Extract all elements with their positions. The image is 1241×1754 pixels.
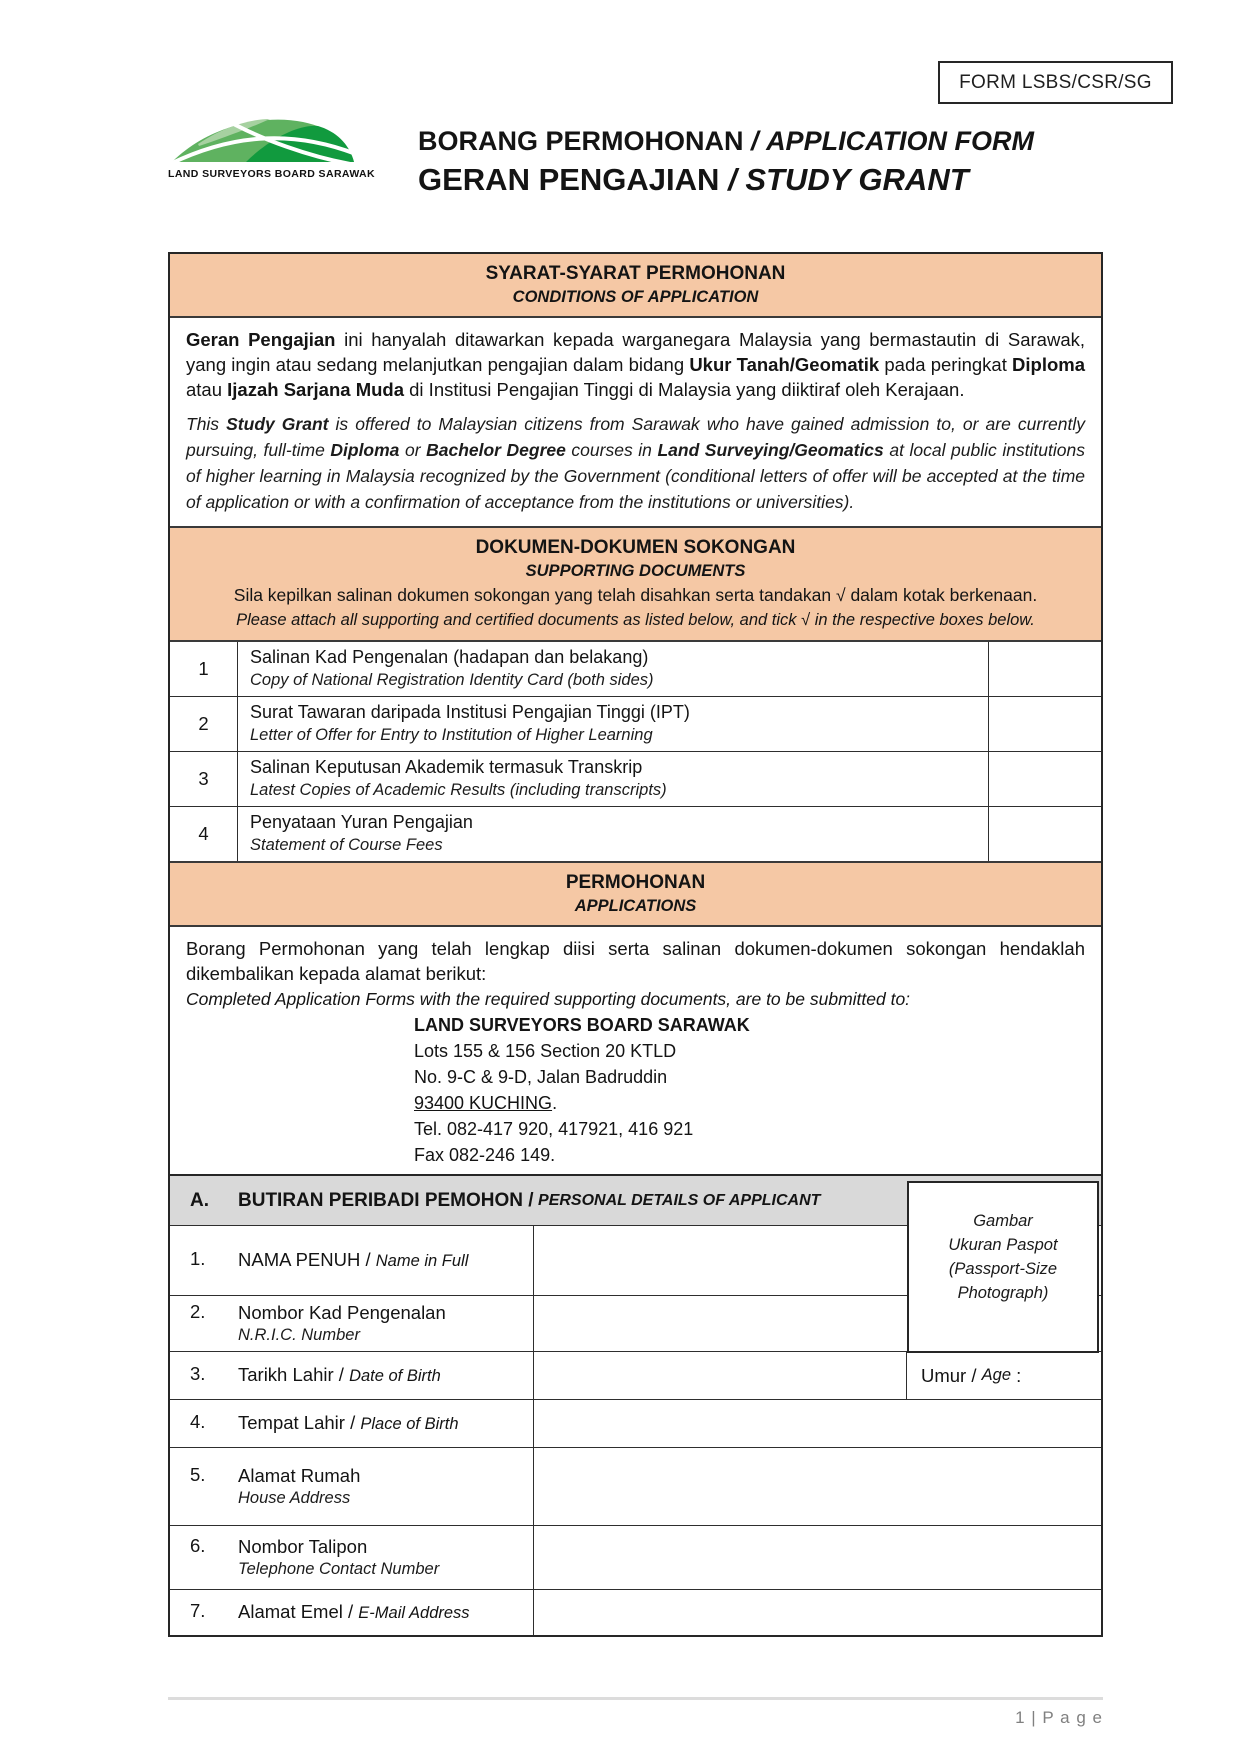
documents-header [170, 526, 1101, 642]
age-label-my: Umur [921, 1364, 967, 1386]
label-text [238, 1248, 523, 1273]
applications-paragraph-malay: Borang Permohonan yang telah lengkap diisi serta salinan dokumen-dokumen sokongan hendaklah dikembalikan kepada alamat berikut: [186, 938, 1085, 984]
document-row-4 [170, 806, 1101, 861]
footer-divider [168, 1697, 1103, 1700]
label-text [238, 1600, 523, 1625]
document-desc-my: Surat Tawaran daripada Institusi Pengajian Tinggi (IPT) [250, 702, 690, 722]
label-en: Name in Full [375, 1252, 469, 1270]
label-slash: / [365, 1249, 371, 1270]
section-a-slash: / [528, 1189, 534, 1211]
address-fax: Fax 082-246 149. [414, 1145, 556, 1165]
dob-input-cell[interactable] [534, 1352, 907, 1399]
row-date-of-birth [170, 1351, 1101, 1399]
title-my-1: BORANG PERMOHONAN [418, 126, 744, 156]
document-description [238, 697, 989, 751]
title-en-1: APPLICATION FORM [766, 126, 1035, 156]
label-my: Nombor Kad Pengenalan [238, 1302, 446, 1323]
document-number: 3 [170, 752, 238, 806]
address-city-period: . [552, 1093, 558, 1113]
row-number: 2. [190, 1301, 206, 1322]
title-sep-2: / [728, 162, 737, 197]
full-name-label [170, 1226, 534, 1295]
pob-input-cell[interactable] [534, 1400, 1101, 1447]
passport-photo-box[interactable] [907, 1181, 1099, 1353]
document-row-2 [170, 696, 1101, 751]
row-telephone [170, 1525, 1101, 1589]
title-my-2: GERAN PENGAJIAN [418, 162, 720, 197]
address-org: LAND SURVEYORS BOARD SARAWAK [414, 1015, 750, 1035]
row-email [170, 1589, 1101, 1635]
email-input-cell[interactable] [534, 1590, 1101, 1635]
row-place-of-birth [170, 1399, 1101, 1447]
conditions-paragraph-malay: Geran Pengajian ini hanyalah ditawarkan kepada warganegara Malaysia yang bermastautin di Sarawak, yang ingin atau sedang melanjutkan pengajian dalam bidang Ukur Tanah/Geomatik pada peringkat Diploma atau Ijazah Sarjana Muda di Institusi Pengajian Tinggi di Malaysia yang diiktiraf oleh Kerajaan. [186, 329, 1085, 400]
section-a-title-en-text: PERSONAL DETAILS OF APPLICANT [538, 1191, 821, 1209]
label-en: Date of Birth [349, 1367, 441, 1385]
house-address-label [170, 1448, 534, 1525]
documents-note-en: Please attach all supporting and certified documents as listed below, and tick √ in the respective boxes below. [236, 611, 1035, 629]
form-code-box [938, 61, 1173, 104]
label-slash: / [350, 1412, 356, 1433]
tick-checkbox-2[interactable] [989, 697, 1101, 751]
tick-checkbox-3[interactable] [989, 752, 1101, 806]
age-label-en: Age [981, 1366, 1012, 1384]
house-address-input-cell[interactable] [534, 1448, 1101, 1525]
telephone-label [170, 1526, 534, 1589]
document-number: 2 [170, 697, 238, 751]
document-description [238, 642, 989, 696]
label-en: N.R.I.C. Number [238, 1326, 360, 1344]
document-number: 4 [170, 807, 238, 861]
conditions-header-en: CONDITIONS OF APPLICATION [512, 288, 759, 306]
photo-note-line2: Ukuran Paspot [948, 1236, 1058, 1254]
label-text [238, 1535, 523, 1580]
document-desc-my: Salinan Keputusan Akademik termasuk Transkrip [250, 757, 643, 777]
tick-checkbox-1[interactable] [989, 642, 1101, 696]
label-en: E-Mail Address [358, 1604, 470, 1622]
section-a-letter: A. [190, 1189, 209, 1211]
row-number: 6. [190, 1535, 206, 1556]
label-text [238, 1363, 523, 1388]
submission-address [414, 1012, 1085, 1168]
row-number: 1. [190, 1248, 206, 1269]
label-my: Alamat Emel [238, 1601, 343, 1622]
address-city [414, 1090, 1085, 1116]
applications-header-my: PERMOHONAN [565, 872, 706, 893]
row-house-address [170, 1447, 1101, 1525]
document-desc-en: Latest Copies of Academic Results (including transcripts) [250, 781, 667, 799]
label-en: Place of Birth [360, 1415, 459, 1433]
label-text [238, 1301, 523, 1346]
documents-header-en: SUPPORTING DOCUMENTS [525, 562, 746, 580]
label-en: Telephone Contact Number [238, 1560, 440, 1578]
label-my: Nombor Talipon [238, 1536, 368, 1557]
address-tel: Tel. 082-417 920, 417921, 416 921 [414, 1119, 694, 1139]
photo-note-line4: Photograph) [957, 1284, 1049, 1302]
email-label [170, 1590, 534, 1635]
label-slash: / [348, 1601, 354, 1622]
lsbs-logo-icon [168, 114, 360, 166]
label-en: House Address [238, 1489, 351, 1507]
label-my: Tempat Lahir [238, 1412, 345, 1433]
applications-header-en: APPLICATIONS [574, 897, 697, 915]
telephone-input-cell[interactable] [534, 1526, 1101, 1589]
title-line-2 [418, 162, 1034, 198]
conditions-paragraph-english: This Study Grant is offered to Malaysian citizens from Sarawak who have gained admission to, or are currently pursuing, full-time Diploma or Bachelor Degree courses in Land Surveying/Geomatics at local public institutions of higher learning in Malaysia recognized by the Government (conditional letters of offer will be accepted at the time of application or with a confirmation of acceptance from the institutions or universities). [186, 414, 1085, 512]
row-number: 7. [190, 1600, 206, 1621]
conditions-header [170, 254, 1101, 318]
label-slash: / [338, 1364, 344, 1385]
form-title [418, 126, 1034, 198]
tick-checkbox-4[interactable] [989, 807, 1101, 861]
document-number: 1 [170, 642, 238, 696]
conditions-header-my: SYARAT-SYARAT PERMOHONAN [485, 263, 786, 284]
lsbs-logo [168, 114, 376, 180]
page-number: 1 | P a g e [1015, 1708, 1103, 1727]
document-desc-en: Statement of Course Fees [250, 836, 443, 854]
label-my: NAMA PENUH [238, 1249, 361, 1270]
photo-note-line1: Gambar [973, 1212, 1033, 1230]
pob-label [170, 1400, 534, 1447]
applications-body [170, 927, 1101, 1178]
row-number: 4. [190, 1411, 206, 1432]
logo-org-name: LAND SURVEYORS BOARD SARAWAK [168, 168, 376, 180]
documents-header-my: DOKUMEN-DOKUMEN SOKONGAN [475, 537, 796, 558]
applications-header [170, 861, 1101, 927]
age-colon: : [1016, 1364, 1022, 1386]
label-text [238, 1411, 523, 1436]
label-my: Tarikh Lahir [238, 1364, 334, 1385]
title-en-2: STUDY GRANT [745, 162, 969, 197]
conditions-body [170, 318, 1101, 526]
form-code-label: FORM LSBS/CSR/SG [959, 71, 1152, 93]
documents-note-my: Sila kepilkan salinan dokumen sokongan yang telah disahkan serta tandakan √ dalam kotak berkenaan. [233, 585, 1038, 605]
label-text [238, 1464, 523, 1509]
age-slash: / [971, 1364, 977, 1386]
nric-label [170, 1296, 534, 1351]
info-table [168, 252, 1103, 1180]
document-desc-en: Letter of Offer for Entry to Institution of Higher Learning [250, 726, 653, 744]
document-desc-my: Penyataan Yuran Pengajian [250, 812, 473, 832]
age-cell[interactable] [907, 1352, 1101, 1399]
row-number: 3. [190, 1363, 206, 1384]
address-line-2: No. 9-C & 9-D, Jalan Badruddin [414, 1067, 668, 1087]
personal-details-section [168, 1174, 1103, 1637]
document-row-1 [170, 642, 1101, 696]
document-desc-en: Copy of National Registration Identity Card (both sides) [250, 671, 654, 689]
photo-note-line3: (Passport-Size [948, 1260, 1058, 1278]
title-sep-1: / [751, 126, 759, 156]
document-description [238, 807, 989, 861]
applications-paragraph-english: Completed Application Forms with the required supporting documents, are to be submitted to: [186, 989, 911, 1009]
document-desc-my: Salinan Kad Pengenalan (hadapan dan belakang) [250, 647, 649, 667]
row-number: 5. [190, 1464, 206, 1485]
title-line-1 [418, 126, 1034, 157]
document-row-3 [170, 751, 1101, 806]
label-my: Alamat Rumah [238, 1465, 361, 1486]
dob-label [170, 1352, 534, 1399]
address-line-1: Lots 155 & 156 Section 20 KTLD [414, 1041, 677, 1061]
document-description [238, 752, 989, 806]
section-a-title-my: BUTIRAN PERIBADI PEMOHON [238, 1189, 524, 1211]
address-city-name: 93400 KUCHING [414, 1093, 553, 1113]
